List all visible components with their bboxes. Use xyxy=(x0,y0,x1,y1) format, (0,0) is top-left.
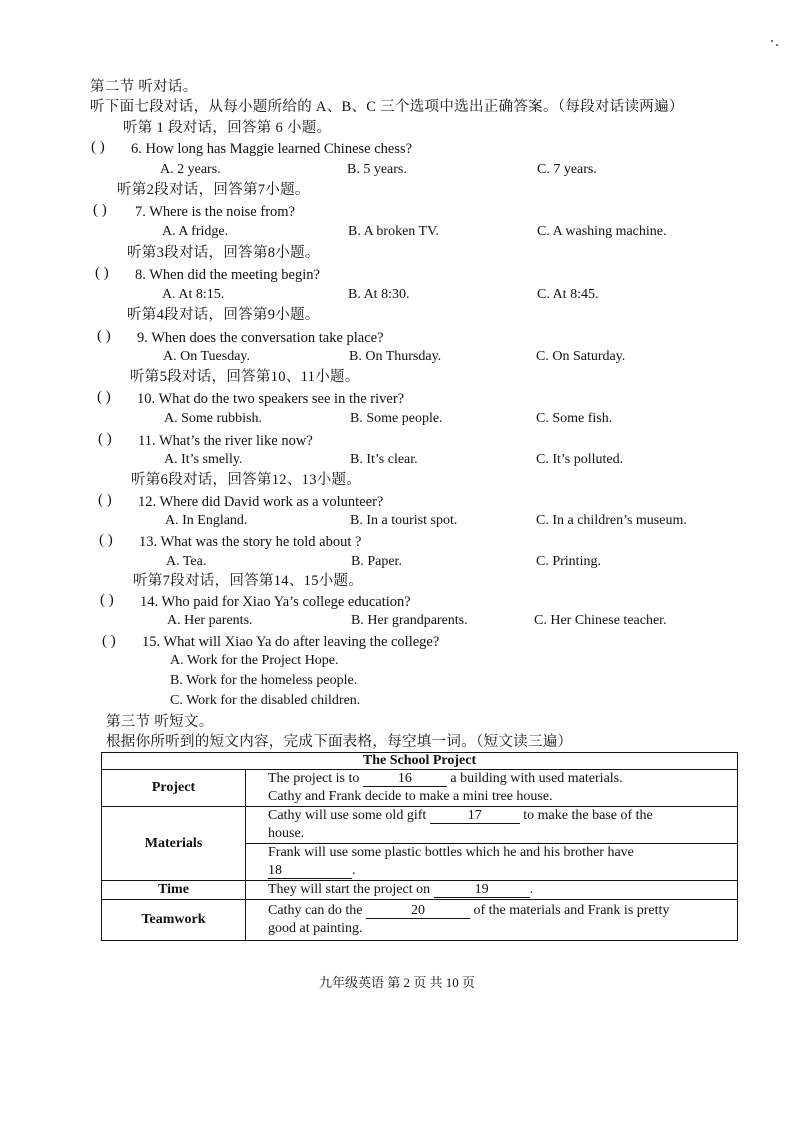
materials-text-2: to make the base of the xyxy=(523,808,653,823)
question-14-stem: 14. Who paid for Xiao Ya’s college education? xyxy=(140,594,411,610)
question-7-stem: 7. Where is the noise from? xyxy=(135,204,295,220)
materials-text-1: Cathy will use some old gift xyxy=(268,808,427,823)
materials-text-3: house. xyxy=(268,826,305,841)
school-project-table xyxy=(101,752,738,941)
scan-speck xyxy=(771,40,773,42)
question-11-option-c: C. It’s polluted. xyxy=(536,452,624,467)
table-row-time xyxy=(102,881,738,900)
question-8-option-b: B. At 8:30. xyxy=(348,287,410,302)
section3-title: 第三节 听短文。 xyxy=(106,714,214,730)
question-14-option-c: C. Her Chinese teacher. xyxy=(534,613,667,628)
page-footer: 九年级英语 第 2 页 共 10 页 xyxy=(318,975,475,990)
teamwork-text-1: Cathy can do the xyxy=(268,903,363,918)
question-13-option-b: B. Paper. xyxy=(351,554,402,569)
section3-instruction: 根据你所听到的短文内容，完成下面表格，每空填一词。（短文读三遍） xyxy=(106,734,573,750)
row-label-materials: Materials xyxy=(102,807,246,881)
question-14-option-b: B. Her grandparents. xyxy=(351,613,468,628)
blank-17[interactable]: 17 xyxy=(430,808,520,824)
question-14-option-a: A. Her parents. xyxy=(167,613,253,628)
table-row-materials-1 xyxy=(102,807,738,844)
question-13-option-c: C. Printing. xyxy=(536,554,601,569)
answer-paren-8[interactable]: ( ) xyxy=(95,265,109,281)
dialog-note-7: 听第7段对话，回答第14、15小题。 xyxy=(133,573,364,589)
question-7-option-b: B. A broken TV. xyxy=(348,224,439,239)
project-cell xyxy=(246,770,738,807)
question-15-stem: 15. What will Xiao Ya do after leaving the college? xyxy=(142,634,440,650)
question-15-option-c: C. Work for the disabled children. xyxy=(170,693,361,708)
question-12-stem: 12. Where did David work as a volunteer? xyxy=(138,494,384,510)
time-text-1: They will start the project on xyxy=(268,882,431,897)
blank-19[interactable]: 19 xyxy=(434,882,530,898)
dialog-note-1: 听第 1 段对话，回答第 6 小题。 xyxy=(123,120,332,136)
question-10-option-b: B. Some people. xyxy=(350,411,443,426)
table-row-teamwork xyxy=(102,900,738,941)
project-text-2: a building with used materials. xyxy=(450,771,623,786)
question-8-option-c: C. At 8:45. xyxy=(537,287,599,302)
section2-title: 第二节 听对话。 xyxy=(90,79,198,95)
question-8-stem: 8. When did the meeting begin? xyxy=(135,267,320,283)
question-6-stem: 6. How long has Maggie learned Chinese chess? xyxy=(131,141,413,157)
materials-text-5: . xyxy=(352,863,356,878)
dialog-note-2: 听第2段对话，回答第7小题。 xyxy=(117,182,310,198)
table-title: The School Project xyxy=(102,753,738,770)
dialog-note-3: 听第3段对话，回答第8小题。 xyxy=(127,245,320,261)
question-11-option-a: A. It’s smelly. xyxy=(164,452,243,467)
question-13-stem: 13. What was the story he told about ? xyxy=(139,534,362,550)
answer-paren-12[interactable]: ( ) xyxy=(98,492,112,508)
scan-speck xyxy=(776,44,778,46)
row-label-teamwork: Teamwork xyxy=(102,900,246,941)
materials-cell-2 xyxy=(246,844,738,881)
question-9-stem: 9. When does the conversation take place? xyxy=(137,330,384,346)
answer-paren-14[interactable]: ( ) xyxy=(100,592,114,608)
question-6-option-c: C. 7 years. xyxy=(537,162,597,177)
question-15-option-a: A. Work for the Project Hope. xyxy=(170,653,339,668)
question-9-option-a: A. On Tuesday. xyxy=(163,349,250,364)
teamwork-text-3: good at painting. xyxy=(268,921,363,936)
question-7-option-c: C. A washing machine. xyxy=(537,224,667,239)
answer-paren-6[interactable]: ( ) xyxy=(91,139,105,155)
question-10-option-a: A. Some rubbish. xyxy=(164,411,262,426)
question-8-option-a: A. At 8:15. xyxy=(162,287,225,302)
question-9-option-b: B. On Thursday. xyxy=(349,349,442,364)
dialog-note-5: 听第5段对话，回答第10、11小题。 xyxy=(130,369,360,385)
question-15-option-b: B. Work for the homeless people. xyxy=(170,673,358,688)
answer-paren-7[interactable]: ( ) xyxy=(93,202,107,218)
materials-text-4: Frank will use some plastic bottles which he and his brother have xyxy=(268,845,634,860)
project-text-1: The project is to xyxy=(268,771,360,786)
question-11-stem: 11. What’s the river like now? xyxy=(138,433,313,449)
teamwork-cell xyxy=(246,900,738,941)
blank-20[interactable]: 20 xyxy=(366,903,470,919)
question-12-option-a: A. In England. xyxy=(165,513,248,528)
section2-instruction: 听下面七段对话，从每小题所给的 A、B、C 三个选项中选出正确答案。（每段对话读两遍） xyxy=(90,99,684,115)
answer-paren-11[interactable]: ( ) xyxy=(98,431,112,447)
blank-16[interactable]: 16 xyxy=(363,771,447,787)
teamwork-text-2: of the materials and Frank is pretty xyxy=(473,903,670,918)
row-label-project: Project xyxy=(102,770,246,807)
dialog-note-4: 听第4段对话，回答第9小题。 xyxy=(127,307,320,323)
question-6-option-b: B. 5 years. xyxy=(347,162,407,177)
question-11-option-b: B. It’s clear. xyxy=(350,452,418,467)
time-cell xyxy=(246,881,738,900)
question-9-option-c: C. On Saturday. xyxy=(536,349,626,364)
materials-cell-1 xyxy=(246,807,738,844)
row-label-time: Time xyxy=(102,881,246,900)
question-6-option-a: A. 2 years. xyxy=(160,162,221,177)
answer-paren-9[interactable]: ( ) xyxy=(97,328,111,344)
blank-18[interactable]: 18 xyxy=(268,863,352,879)
question-10-stem: 10. What do the two speakers see in the river? xyxy=(137,391,405,407)
question-12-option-c: C. In a children’s museum. xyxy=(536,513,687,528)
dialog-note-6: 听第6段对话，回答第12、13小题。 xyxy=(131,472,362,488)
answer-paren-10[interactable]: ( ) xyxy=(97,389,111,405)
question-12-option-b: B. In a tourist spot. xyxy=(350,513,458,528)
time-text-2: . xyxy=(529,882,534,897)
answer-paren-15[interactable]: ( ) xyxy=(102,633,116,649)
question-7-option-a: A. A fridge. xyxy=(162,224,229,239)
project-text-3: Cathy and Frank decide to make a mini tree house. xyxy=(268,789,553,804)
question-10-option-c: C. Some fish. xyxy=(536,411,613,426)
question-13-option-a: A. Tea. xyxy=(166,554,207,569)
table-row-project xyxy=(102,770,738,807)
answer-paren-13[interactable]: ( ) xyxy=(99,532,113,548)
